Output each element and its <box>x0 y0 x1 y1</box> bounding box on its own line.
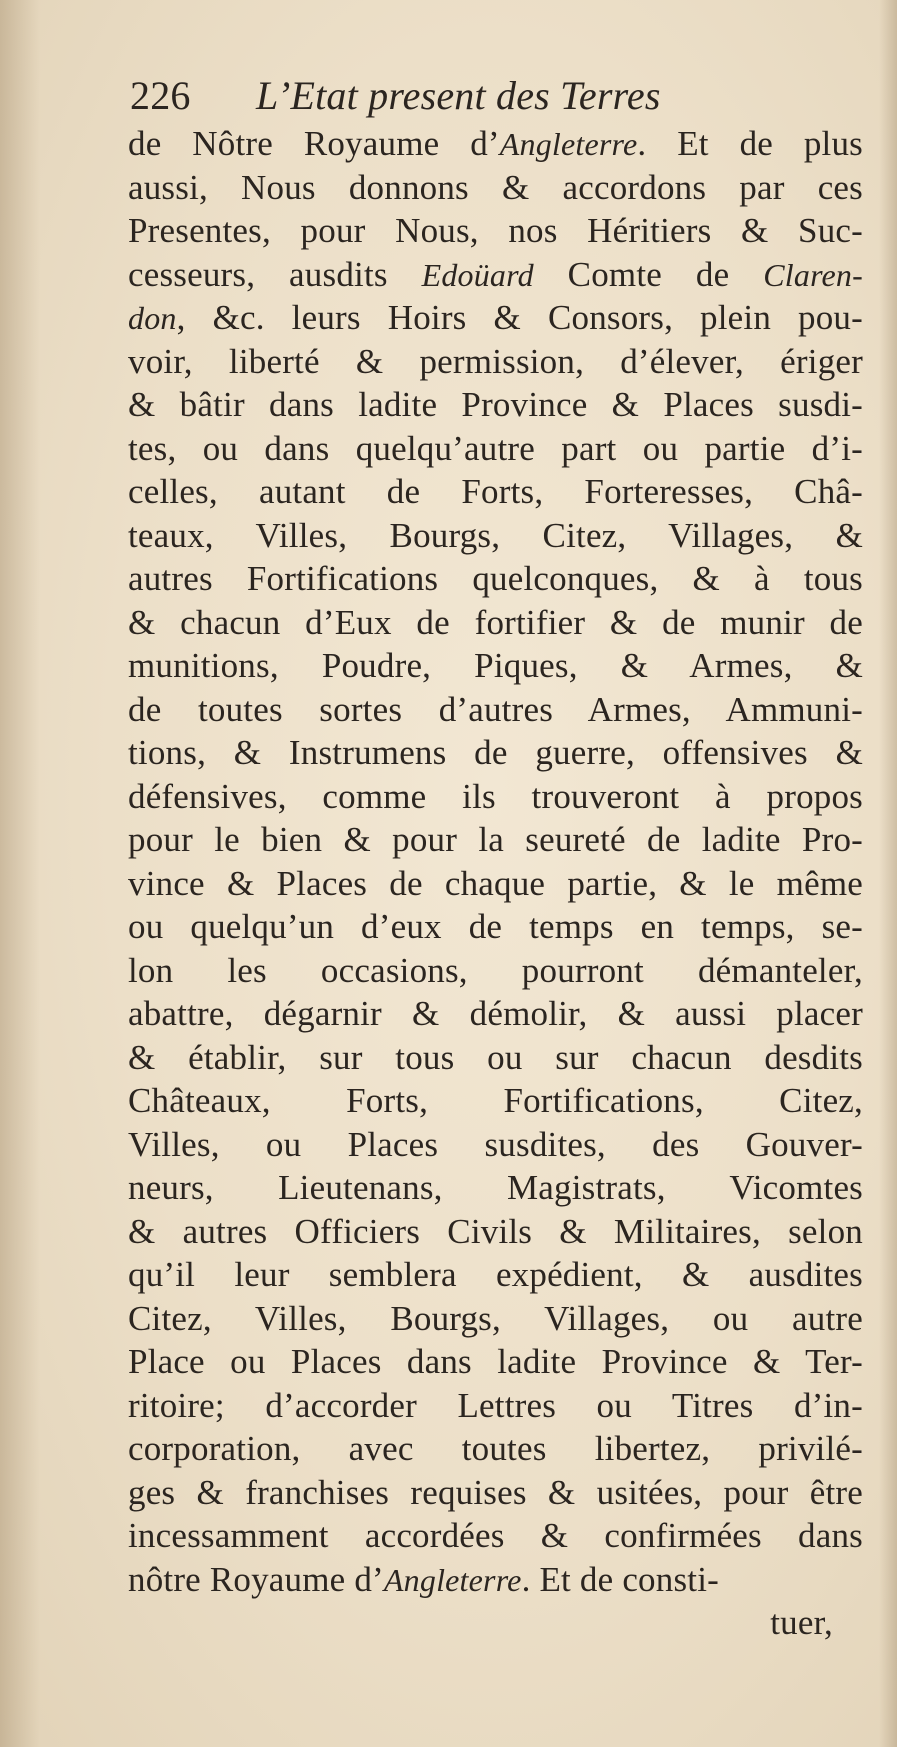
text-segment: lon les occasions, pourront démanteler, <box>128 950 863 990</box>
text-segment: Comte de <box>533 254 764 294</box>
page-text <box>128 72 863 1645</box>
text-line <box>128 644 863 688</box>
text-line <box>128 1210 863 1254</box>
page-number: 226 <box>130 73 191 118</box>
text-segment: ges & franchises requises & usitées, pour être <box>128 1472 863 1512</box>
text-segment: corporation, avec toutes libertez, privilé- <box>128 1429 863 1468</box>
text-line <box>128 122 863 166</box>
page-edge <box>879 0 897 1747</box>
text-line <box>128 383 863 427</box>
text-segment: & établir, sur tous ou sur chacun desdits <box>128 1037 863 1077</box>
text-segment: de toutes sortes d’autres Armes, Ammuni- <box>128 689 863 729</box>
text-segment: pour le bien & pour la seureté de ladite Pro- <box>128 820 863 859</box>
text-segment: . Et de consti- <box>521 1559 719 1599</box>
text-line <box>128 1036 863 1080</box>
text-line <box>128 470 863 514</box>
text-segment: teaux, Villes, Bourgs, Citez, Villages, & <box>128 515 863 555</box>
text-segment: tions, & Instrumens de guerre, offensives & <box>128 733 863 772</box>
text-line <box>128 818 863 862</box>
text-segment: cesseurs, ausdits <box>128 254 422 294</box>
text-line <box>128 253 863 297</box>
text-line <box>128 557 863 601</box>
italic-text: Edoüard <box>421 256 534 293</box>
text-segment: abattre, dégarnir & démolir, & aussi placer <box>128 994 863 1033</box>
text-line <box>128 688 863 732</box>
text-segment: neurs, Lieutenans, Magistrats, Vicomtes <box>128 1168 863 1207</box>
text-segment: défensives, comme ils trouveront à propos <box>128 776 863 816</box>
text-line <box>128 949 863 993</box>
text-segment: incessamment accordées & confirmées dans <box>128 1516 863 1555</box>
text-segment: nôtre Royaume d’ <box>128 1559 384 1599</box>
text-line <box>128 1558 863 1602</box>
text-segment: Presentes, pour Nous, nos Héritiers & Suc- <box>128 211 863 250</box>
text-line <box>128 1079 863 1123</box>
text-line <box>128 166 863 210</box>
text-segment: voir, liberté & permission, d’élever, ériger <box>128 341 863 381</box>
text-segment: , &c. leurs Hoirs & Consors, plein pou- <box>176 298 863 337</box>
text-line <box>128 514 863 558</box>
text-line <box>128 1384 863 1428</box>
text-segment: Place ou Places dans ladite Province & Ter- <box>128 1342 863 1381</box>
text-segment: Citez, Villes, Bourgs, Villages, ou autre <box>128 1298 863 1338</box>
text-line <box>128 296 863 340</box>
text-segment: qu’il leur semblera expédient, & ausdites <box>128 1255 863 1294</box>
text-segment: & autres Officiers Civils & Militaires, selon <box>128 1211 863 1251</box>
text-line <box>128 1253 863 1297</box>
text-line <box>128 862 863 906</box>
running-title: L’Etat present des Terres <box>256 73 661 118</box>
text-line <box>128 1297 863 1341</box>
text-line <box>128 1471 863 1515</box>
italic-text: don <box>128 300 177 336</box>
catchword: tuer, <box>770 1603 833 1642</box>
text-segment: aussi, Nous donnons & accordons par ces <box>128 167 863 207</box>
text-segment: munitions, Poudre, Piques, & Armes, & <box>128 646 863 685</box>
gutter-shadow <box>0 0 40 1747</box>
text-segment: . Et de plus <box>637 124 863 163</box>
page-header <box>128 72 863 122</box>
text-segment: ou quelqu’un d’eux de temps en temps, se- <box>128 907 863 946</box>
text-line <box>128 1340 863 1384</box>
text-segment: Châteaux, Forts, Fortifications, Citez, <box>128 1081 863 1120</box>
italic-text: Angleterre <box>499 126 638 162</box>
text-segment: tes, ou dans quelqu’autre part ou partie d’i- <box>128 428 863 468</box>
text-segment: vince & Places de chaque partie, & le même <box>128 863 863 903</box>
italic-text: Claren- <box>763 256 863 293</box>
body-text <box>128 122 863 1601</box>
text-line <box>128 1166 863 1210</box>
text-line <box>128 731 863 775</box>
text-segment: & bâtir dans ladite Province & Places susdi- <box>128 385 863 424</box>
text-line <box>128 992 863 1036</box>
text-line <box>128 1123 863 1167</box>
text-segment: autres Fortifications quelconques, & à tous <box>128 559 863 598</box>
text-segment: & chacun d’Eux de fortifier & de munir de <box>128 602 863 642</box>
text-line <box>128 775 863 819</box>
text-line <box>128 427 863 471</box>
text-line <box>128 340 863 384</box>
text-line <box>128 1514 863 1558</box>
italic-text: Angleterre <box>383 1561 522 1598</box>
text-segment: ritoire; d’accorder Lettres ou Titres d’in- <box>128 1385 863 1425</box>
text-line <box>128 209 863 253</box>
text-line <box>128 1427 863 1471</box>
text-line <box>128 601 863 645</box>
text-line <box>128 905 863 949</box>
text-segment: de Nôtre Royaume d’ <box>128 124 500 163</box>
text-segment: celles, autant de Forts, Forteresses, Châ- <box>128 472 863 511</box>
text-segment: Villes, ou Places susdites, des Gouver- <box>128 1124 863 1164</box>
